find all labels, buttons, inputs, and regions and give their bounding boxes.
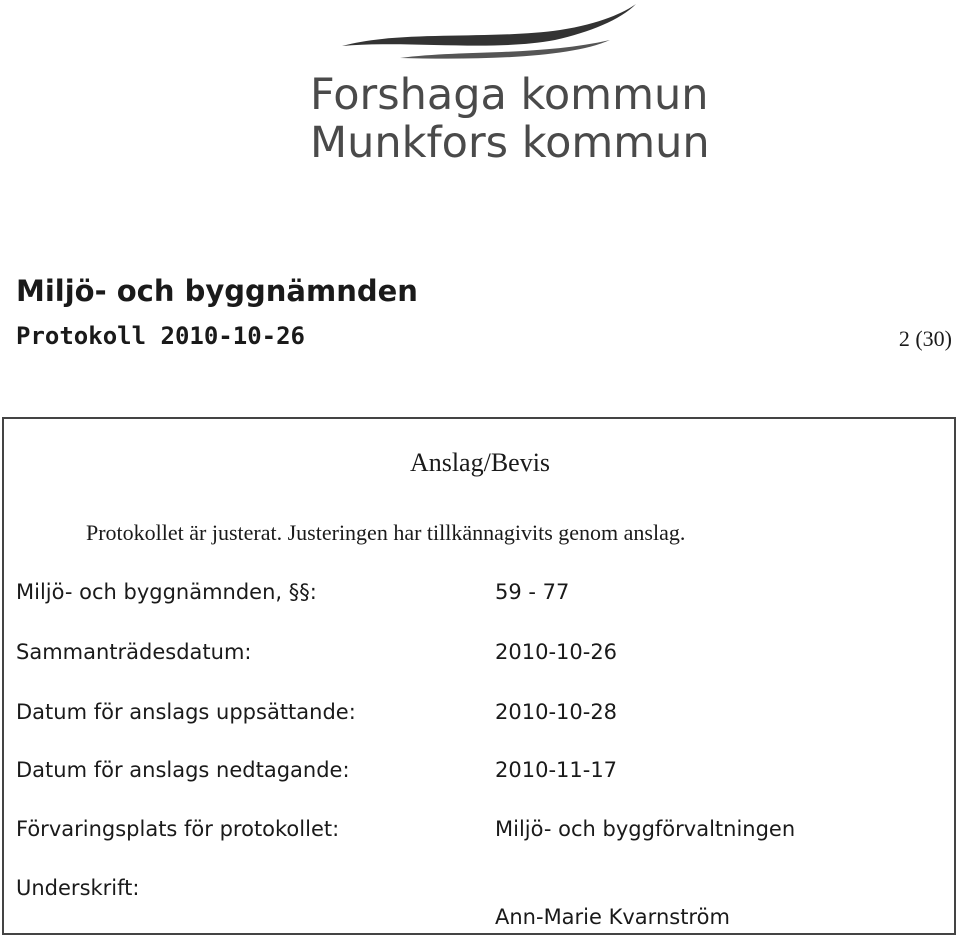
- row-signature-label: Underskrift:: [16, 876, 140, 900]
- row-paragraphs-value: 59 - 77: [495, 580, 570, 604]
- row-meeting-date-label: Sammanträdesdatum:: [16, 640, 252, 664]
- row-posting-date-label: Datum för anslags uppsättande:: [16, 700, 356, 724]
- anslag-heading: Anslag/Bevis: [409, 448, 551, 477]
- document-title: Miljö- och byggnämnden: [16, 274, 418, 308]
- signer-name: Ann-Marie Kvarnström: [495, 905, 730, 929]
- logo-munkfors-text: Munkfors kommun: [310, 118, 710, 168]
- municipality-logo: [300, 0, 710, 170]
- protocol-date-heading: Protokoll 2010-10-26: [16, 322, 305, 350]
- anslag-box: [2, 417, 956, 935]
- row-paragraphs-label: Miljö- och byggnämnden, §§:: [16, 580, 317, 604]
- row-posting-date-value: 2010-10-28: [495, 700, 618, 724]
- logo-swoosh-icon: [340, 0, 640, 70]
- row-storage-label: Förvaringsplats för protokollet:: [16, 817, 340, 841]
- row-removal-date-value: 2010-11-17: [495, 758, 618, 782]
- page-number: 2 (30): [898, 326, 952, 351]
- row-storage-value: Miljö- och byggförvaltningen: [495, 817, 796, 841]
- anslag-intro: Protokollet är justerat. Justeringen har tillkännagivits genom anslag.: [86, 520, 686, 545]
- row-meeting-date-value: 2010-10-26: [495, 640, 618, 664]
- row-removal-date-label: Datum för anslags nedtagande:: [16, 758, 350, 782]
- logo-forshaga-text: Forshaga kommun: [310, 70, 709, 120]
